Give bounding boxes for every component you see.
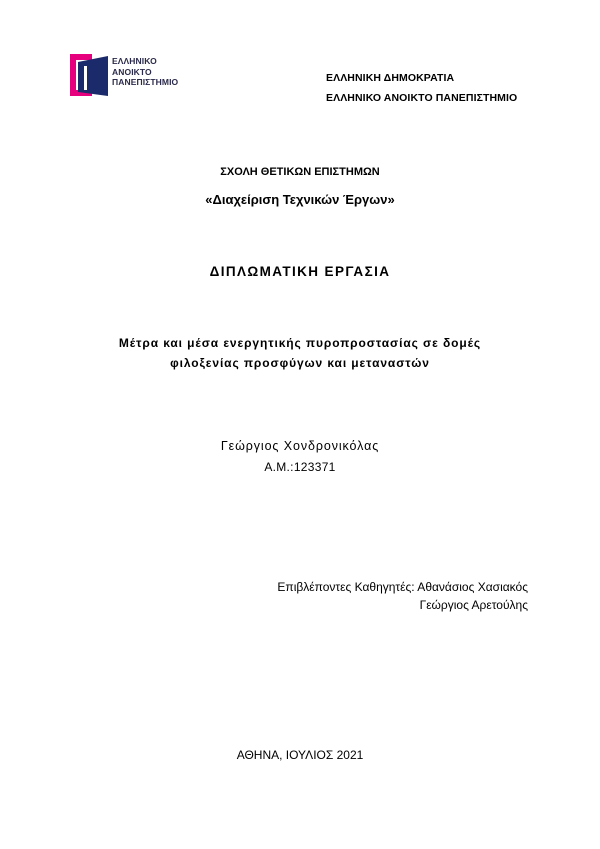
place-date: ΑΘΗΝΑ, ΙΟΥΛΙΟΣ 2021 bbox=[236, 748, 364, 762]
header-country: ΕΛΛΗΝΙΚΗ ΔΗΜΟΚΡΑΤΙΑ bbox=[326, 72, 455, 84]
author-name: Γεώργιος Χονδρονικόλας bbox=[220, 439, 380, 453]
logo-text bbox=[112, 56, 178, 88]
thesis-title-line-2: φιλοξενίας προσφύγων και μεταναστών bbox=[170, 356, 430, 370]
thesis-title bbox=[96, 333, 504, 373]
logo-line-1: ΕΛΛΗΝΙΚΟ bbox=[112, 56, 157, 66]
school-name: ΣΧΟΛΗ ΘΕΤΙΚΩΝ ΕΠΙΣΤΗΜΩΝ bbox=[220, 166, 380, 178]
supervisors-line-1: Επιβλέποντες Καθηγητές: Αθανάσιος Χασιακός bbox=[277, 580, 528, 594]
university-logo-mark bbox=[70, 54, 110, 96]
thesis-title-line-1: Μέτρα και μέσα ενεργητικής πυροπροστασίας σε δομές bbox=[118, 336, 482, 350]
logo-line-2: ΑΝΟΙΚΤΟ bbox=[112, 66, 152, 77]
university-logo bbox=[70, 54, 190, 98]
author-registration: Α.Μ.:123371 bbox=[264, 460, 336, 474]
header-university: ΕΛΛΗΝΙΚΟ ΑΝΟΙΚΤΟ ΠΑΝΕΠΙΣΤΗΜΙΟ bbox=[326, 92, 518, 104]
program-name: «Διαχείριση Τεχνικών Έργων» bbox=[205, 192, 395, 207]
document-type: ΔΙΠΛΩΜΑΤΙΚΗ ΕΡΓΑΣΙΑ bbox=[209, 264, 391, 279]
logo-line-3: ΠΑΝΕΠΙΣΤΗΜΙΟ bbox=[112, 77, 179, 87]
supervisors-line-2: Γεώργιος Αρετούλης bbox=[419, 598, 528, 612]
